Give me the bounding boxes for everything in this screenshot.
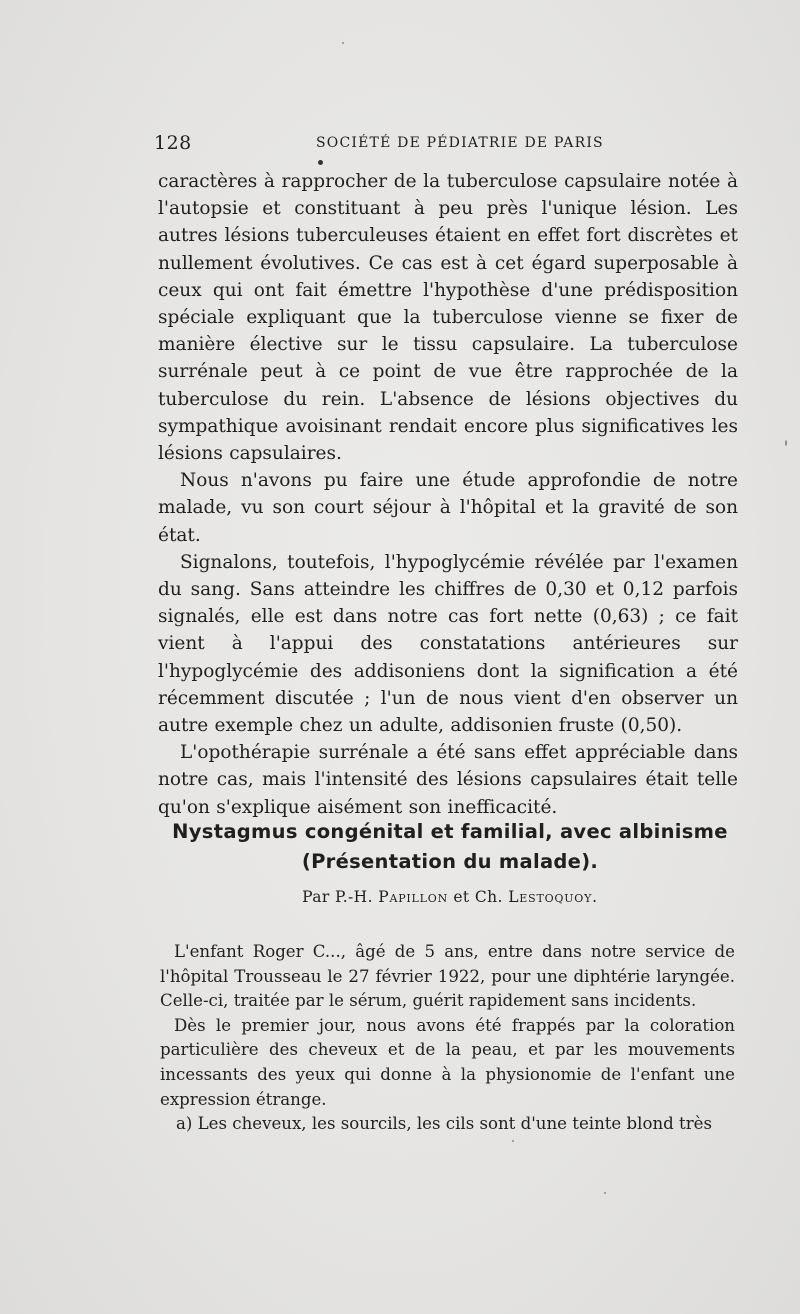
- paragraph-hypoglycemia: Signalons, toutefois, l'hypoglycémie révélée par l'examen du sang. Sans atteindre les chiffres de 0,30 et 0,12 parfois signalés, elle est dans notre cas fort nette (0,63) ; ce fait vient à l'appui des constatations antérieures sur l'hypoglycémie des addisoniens dont la signification a été récemment discutée ; l'un de nous vient d'en observer un autre exemple chez un adulte, addisonien fruste (0,50).: [158, 551, 738, 737]
- scan-speck: [512, 1140, 514, 1142]
- article-title-line-1: Nystagmus congénital et familial, avec albinisme: [172, 820, 728, 843]
- scan-speck: [785, 440, 787, 446]
- paragraph-continuation: caractères à rapprocher de la tuberculose capsulaire notée à l'autopsie et constituant à peu près l'unique lésion. Les autres lésions tuberculeuses étaient en effet fort discrètes et nullement évolutives. Ce cas est à cet égard superposable à ceux qui ont fait émettre l'hypothèse d'une prédisposition spéciale expliquant que la tuberculose vienne se fixer de manière élective sur le tissu capsulaire. La tuberculose surrénale peut à ce point de vue être rapprochée de la tuberculose du rein. L'absence de lésions objectives du sympathique avoisinant rendait encore plus significatives les lésions capsulaires.: [158, 171, 738, 465]
- scan-speck: [604, 1192, 606, 1194]
- article-paragraph-1: L'enfant Roger C..., âgé de 5 ans, entre dans notre service de l'hôpital Trousseau le 27 février 1922, pour une diphtérie laryngée. Celle-ci, traitée par le sérum, guérit rapidement sans incidents.: [160, 942, 735, 1011]
- byline-prefix: Par P.-H.: [302, 888, 373, 906]
- page-header: [154, 132, 750, 156]
- author-lestoquoy: Lestoquoy.: [508, 888, 598, 906]
- article-title: [150, 817, 750, 877]
- byline-and: et: [453, 888, 470, 906]
- author-papillon: Papillon: [378, 888, 449, 906]
- article-body: [160, 940, 735, 1137]
- scan-speck: [318, 160, 323, 165]
- scan-speck: [342, 42, 344, 44]
- page-number: 128: [154, 132, 192, 154]
- body-text: [158, 168, 738, 821]
- running-head: SOCIÉTÉ DE PÉDIATRIE DE PARIS: [316, 135, 604, 151]
- article-paragraph-3: a) Les cheveux, les sourcils, les cils sont d'une teinte blond très: [176, 1114, 712, 1134]
- article-title-line-2: (Présentation du malade).: [301, 850, 599, 873]
- paragraph-opotherapy: L'opothérapie surrénale a été sans effet appréciable dans notre cas, mais l'intensité des lésions capsulaires était telle qu'on s'explique aisément son inefficacité.: [158, 742, 738, 818]
- article-byline: [150, 888, 750, 906]
- article-paragraph-2: Dès le premier jour, nous avons été frappés par la coloration particulière des cheveux et de la peau, et par les mouvements incessants des yeux qui donne à la physionomie de l'enfant une expression étrange.: [160, 1015, 735, 1109]
- paragraph-study: Nous n'avons pu faire une étude approfondie de notre malade, vu son court séjour à l'hôpital et la gravité de son état.: [158, 470, 738, 546]
- author-2-initial: Ch.: [474, 888, 503, 906]
